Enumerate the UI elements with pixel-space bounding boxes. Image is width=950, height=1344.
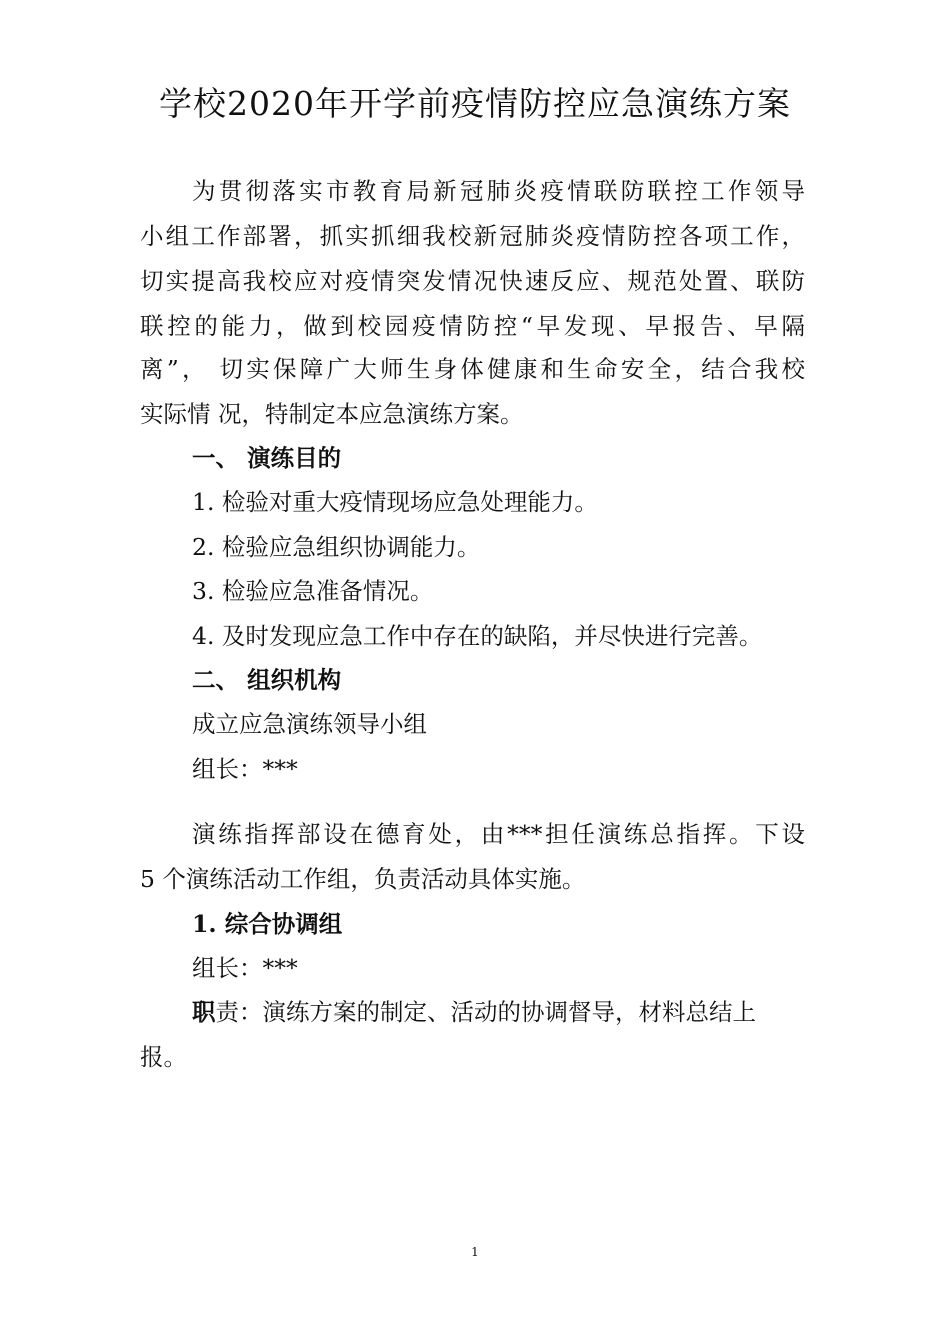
intro-line-2: 小组工作部署，抓实抓细我校新冠肺炎疫情防控各项工作， [140,222,805,250]
section1-item-4: 4. 及时发现应急工作中存在的缺陷，并尽快进行完善。 [192,622,763,650]
intro-line-3: 切实提高我校应对疫情突发情况快速反应、规范处置、联防 [140,267,805,295]
section1-item-1: 1. 检验对重大疫情现场应急处理能力。 [192,488,598,516]
command-line-1: 演练指挥部设在德育处，由***担任演练总指挥。下设 [192,820,805,848]
intro-line-5: 离”， 切实保障广大师生身体健康和生命安全，结合我校 [140,355,805,383]
section1-item-3: 3. 检验应急准备情况。 [192,577,434,605]
subgroup-duty-line-1 [192,996,805,1028]
page-number: 1 [471,1245,479,1259]
document-title: 学校2020年开学前疫情防控应急演练方案 [159,84,791,123]
group-intro: 成立应急演练领导小组 [192,710,427,738]
duty-text: 责：演练方案的制定、活动的协调督导，材料总结上 [215,998,756,1026]
subgroup-duty-line-2: 报。 [140,1043,187,1071]
intro-line-4: 联控的能力，做到校园疫情防控“早发现、早报告、早隔 [140,312,805,340]
intro-line-1: 为贯彻落实市教育局新冠肺炎疫情联防联控工作领导 [192,177,805,205]
subgroup-heading: 1. 综合协调组 [192,910,343,938]
subgroup-leader: 组长：*** [192,954,298,982]
section1-heading: 一、 演练目的 [192,444,342,472]
duty-label: 职 [192,998,216,1026]
section1-item-2: 2. 检验应急组织协调能力。 [192,533,481,561]
command-line-2: 5 个演练活动工作组，负责活动具体实施。 [140,865,586,893]
intro-line-6: 实际情 况，特制定本应急演练方案。 [140,400,524,428]
section2-heading: 二、 组织机构 [192,666,342,694]
group-leader: 组长：*** [192,755,298,783]
